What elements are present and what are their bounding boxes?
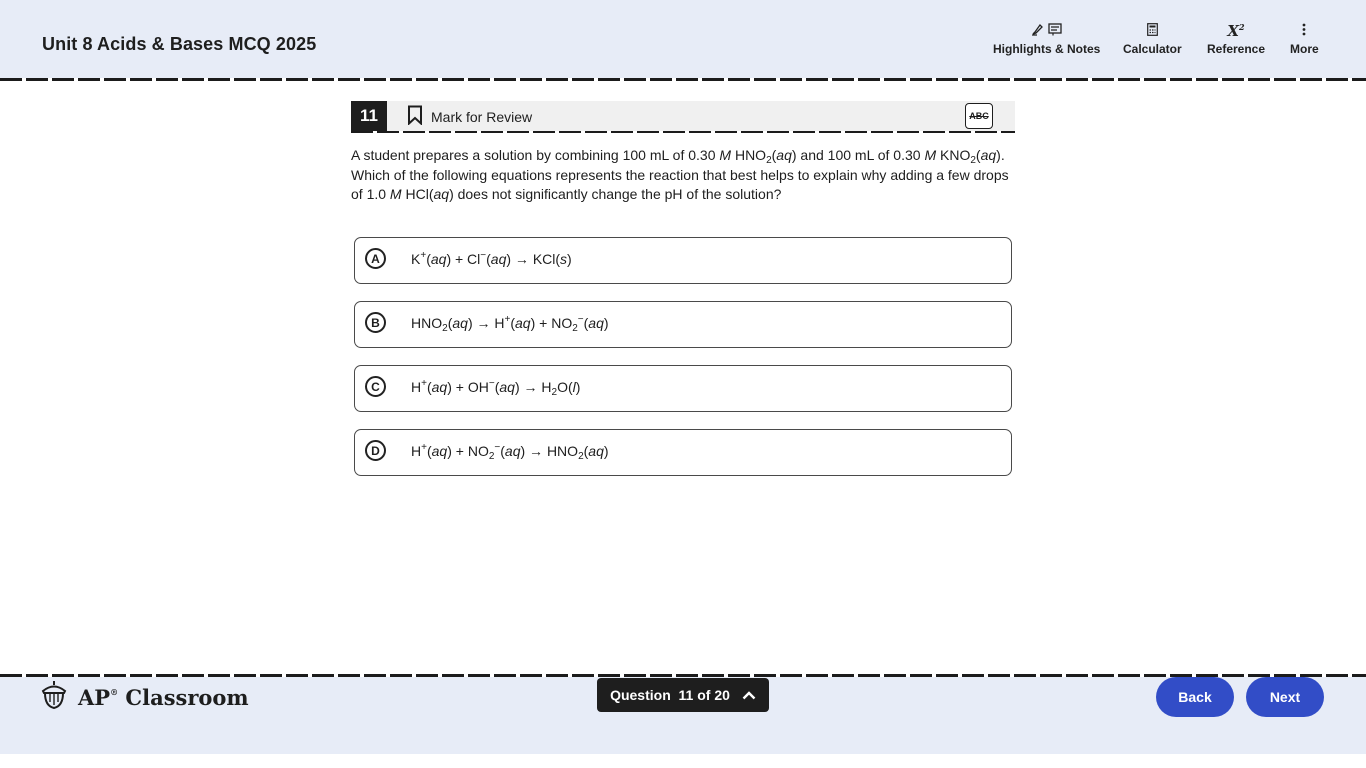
reference-icon: $X^2$ — [1227, 22, 1245, 40]
question-stem: A student prepares a solution by combining 100 mL of 0.30 M $HNO_2(aq)$ and 100 mL of 0.30 M $KNO_2(aq)$. Which of the following equations represents the reaction that best helps to explain why adding a few drops of 1.0 M HCl(aq) does not significantly change the pH of the solution? — [351, 147, 1009, 202]
option-letter: D — [365, 440, 386, 461]
bookmark-icon — [407, 105, 423, 128]
page-title: Unit 8 Acids & Bases MCQ 2025 — [42, 34, 317, 54]
question-navigator-label: Question 11 of 20 — [610, 687, 730, 703]
mark-for-review-button[interactable] — [407, 105, 532, 128]
calculator-button[interactable] — [1123, 22, 1182, 56]
question-divider — [351, 131, 1015, 133]
question-number: 11 — [351, 101, 387, 131]
option-text: $H^+(aq) + NO_2^-(aq) \to HNO_2(aq)$ — [411, 442, 609, 462]
chevron-up-icon — [742, 687, 756, 703]
option-letter: C — [365, 376, 386, 397]
highlighter-icon — [1031, 23, 1044, 39]
option-text: $HNO_2(aq) \to H^+(aq) + NO_2^-(aq)$ — [411, 314, 609, 334]
notes-icon — [1048, 23, 1062, 39]
answer-eliminator-button[interactable] — [965, 103, 993, 129]
mark-for-review-label: Mark for Review — [431, 108, 533, 125]
answer-option-c[interactable] — [354, 365, 1012, 412]
ap-classroom-logo: AP® Classroom — [40, 680, 249, 715]
reference-button[interactable] — [1207, 22, 1265, 56]
option-letter: A — [365, 248, 386, 269]
calculator-icon — [1147, 23, 1158, 39]
highlights-notes-button[interactable] — [993, 22, 1100, 56]
answer-option-d[interactable] — [354, 429, 1012, 476]
calculator-label: Calculator — [1123, 42, 1182, 56]
reference-label: Reference — [1207, 42, 1266, 56]
logo-classroom: Classroom — [125, 685, 249, 710]
acorn-icon — [40, 680, 68, 715]
answer-option-b[interactable] — [354, 301, 1012, 348]
logo-ap: AP — [78, 685, 111, 710]
header-divider — [0, 78, 1366, 81]
option-letter: B — [365, 312, 386, 333]
more-label: More — [1290, 42, 1319, 56]
question-navigator-button[interactable] — [597, 678, 769, 712]
eliminator-label: ABC — [969, 111, 989, 121]
more-vertical-icon — [1302, 23, 1306, 39]
next-button[interactable]: Next — [1246, 677, 1324, 717]
option-text: K+(aq) + Cl−(aq) → KCl(s) — [411, 250, 572, 267]
back-button[interactable]: Back — [1156, 677, 1234, 717]
top-bar — [0, 0, 1366, 78]
question-header — [351, 101, 1015, 131]
option-text: $H^+(aq) + OH^-(aq) \to H_2O(l)$ — [411, 378, 581, 398]
highlights-notes-label: Highlights & Notes — [993, 42, 1101, 56]
more-button[interactable] — [1290, 22, 1319, 56]
answer-option-a[interactable] — [354, 237, 1012, 284]
